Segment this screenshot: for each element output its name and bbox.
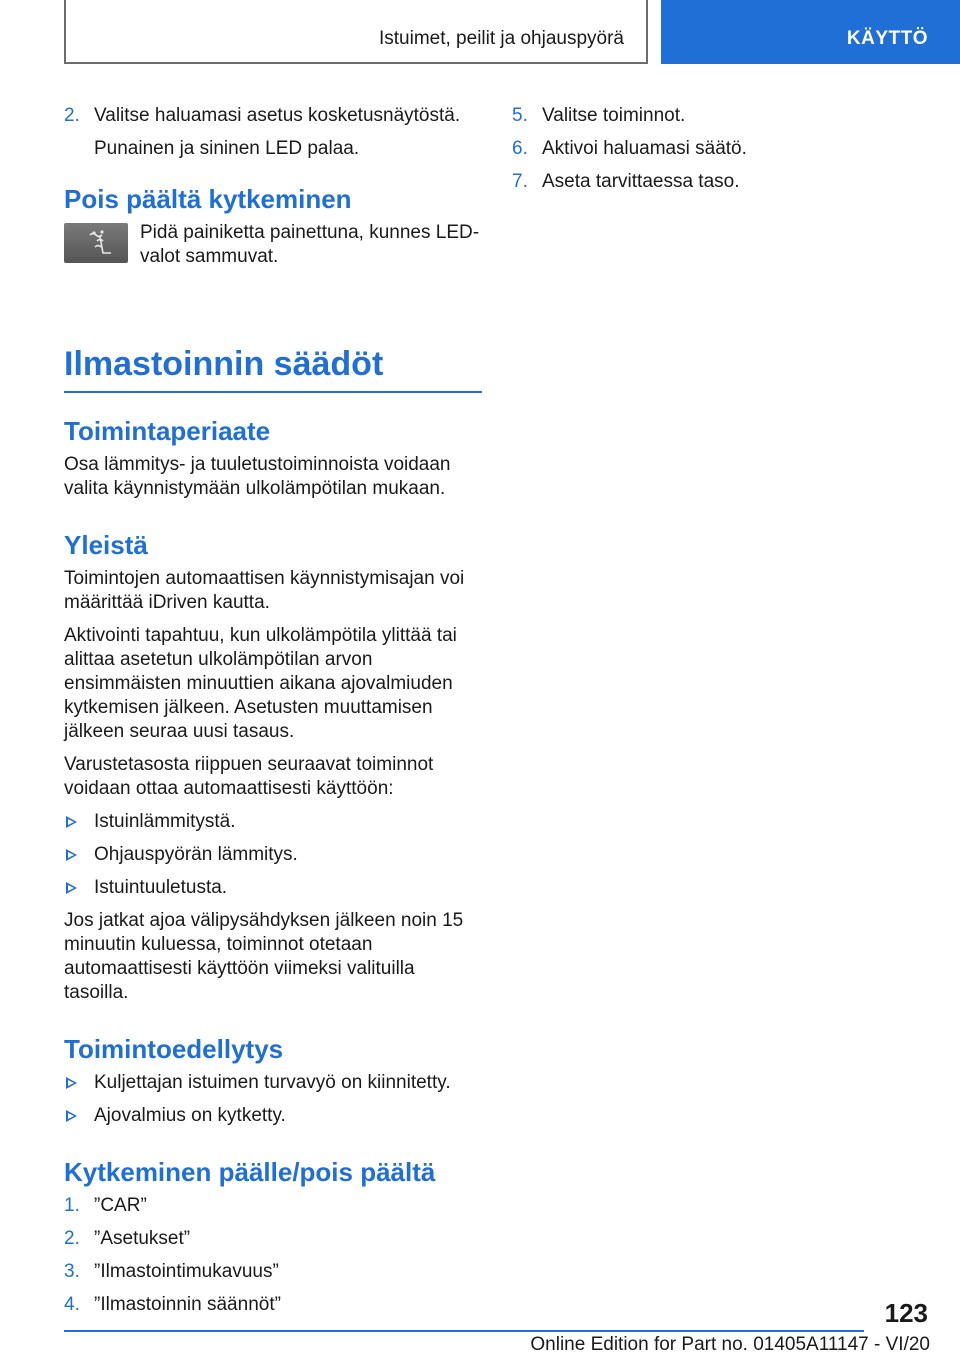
heading-rule (64, 391, 482, 393)
list-item: Istuintuuletusta. (64, 876, 482, 900)
general-paragraph: Aktivointi tapahtuu, kun ulkolämpötila ylittää tai alittaa asetetun ulkolämpötilan arvon ensimmäisten minuuttien aikana ajovalmiuden kytkemisen jälkeen. Asetusten muuttamisen jälkeen seuraa uusi tasaus. (64, 625, 457, 742)
triangle-bullet-icon (66, 849, 77, 861)
step-item: 1. ”CAR” (64, 1195, 147, 1216)
seat-ventilation-button-icon (64, 223, 128, 263)
list-item: Ohjauspyörän lämmitys. (64, 843, 482, 867)
triangle-bullet-icon (66, 816, 77, 828)
footer-rule (64, 1330, 864, 1332)
step-item (64, 104, 482, 128)
edition-text[interactable]: Online Edition for Part no. 01405A11147 - VI/20 (530, 1334, 930, 1355)
left-column (64, 104, 482, 1326)
chapter-tab-label: KÄYTTÖ (846, 28, 928, 49)
principle-text: Osa lämmitys- ja tuuletustoiminnoista voidaan valita käynnistymään ulkolämpötilan mukaan. (64, 454, 451, 499)
step-text: Valitse haluamasi asetus kosketusnäytöstä. (94, 105, 461, 126)
header-frame (64, 0, 648, 64)
general-paragraph: Jos jatkat ajoa välipysähdyksen jälkeen noin 15 minuutin kuluessa, toiminnot otetaan automaattisesti käyttöön viimeksi valituilla tasoilla. (64, 910, 464, 1003)
list-item: Ajovalmius on kytketty. (64, 1104, 482, 1128)
triangle-bullet-icon (66, 1077, 77, 1089)
step-item: 7. Aseta tarvittaessa taso. (512, 171, 740, 192)
triangle-bullet-icon (66, 882, 77, 894)
right-column (512, 104, 912, 203)
general-heading: Yleistä (64, 530, 148, 560)
list-item: Kuljettajan istuimen turvavyö on kiinnitetty. (64, 1071, 482, 1095)
step-item: 5. Valitse toiminnot. (512, 105, 686, 126)
principle-heading: Toimintaperiaate (64, 416, 271, 446)
step-item: 2. ”Asetukset” (64, 1228, 191, 1249)
step-item: 4. ”Ilmastoinnin säännöt” (64, 1294, 281, 1315)
page-number: 123 (884, 1298, 928, 1328)
off-instruction (64, 221, 482, 293)
step-item: 3. ”Ilmastointimukavuus” (64, 1261, 279, 1282)
general-paragraph: Varustetasosta riippuen seuraavat toiminnot voidaan ottaa automaattisesti käyttöön: (64, 754, 434, 799)
main-heading: Ilmastoinnin säädöt (64, 345, 384, 383)
step-note: Punainen ja sininen LED palaa. (94, 138, 360, 159)
off-text: Pidä painiketta painettuna, kunnes LED-valot sammuvat. (140, 222, 480, 267)
step-number: 2. (64, 105, 80, 126)
off-heading: Pois päältä kytkeminen (64, 184, 352, 214)
step-item: 6. Aktivoi haluamasi säätö. (512, 138, 747, 159)
requirement-heading: Toimintoedellytys (64, 1034, 284, 1064)
list-item: Istuinlämmitystä. (64, 810, 482, 834)
general-paragraph: Toimintojen automaattisen käynnistymisajan voi määrittää iDriven kautta. (64, 568, 465, 613)
onoff-heading: Kytkeminen päälle/pois päältä (64, 1157, 436, 1187)
chapter-tab[interactable] (661, 0, 960, 64)
section-title: Istuimet, peilit ja ohjauspyörä (378, 28, 624, 49)
triangle-bullet-icon (66, 1110, 77, 1122)
